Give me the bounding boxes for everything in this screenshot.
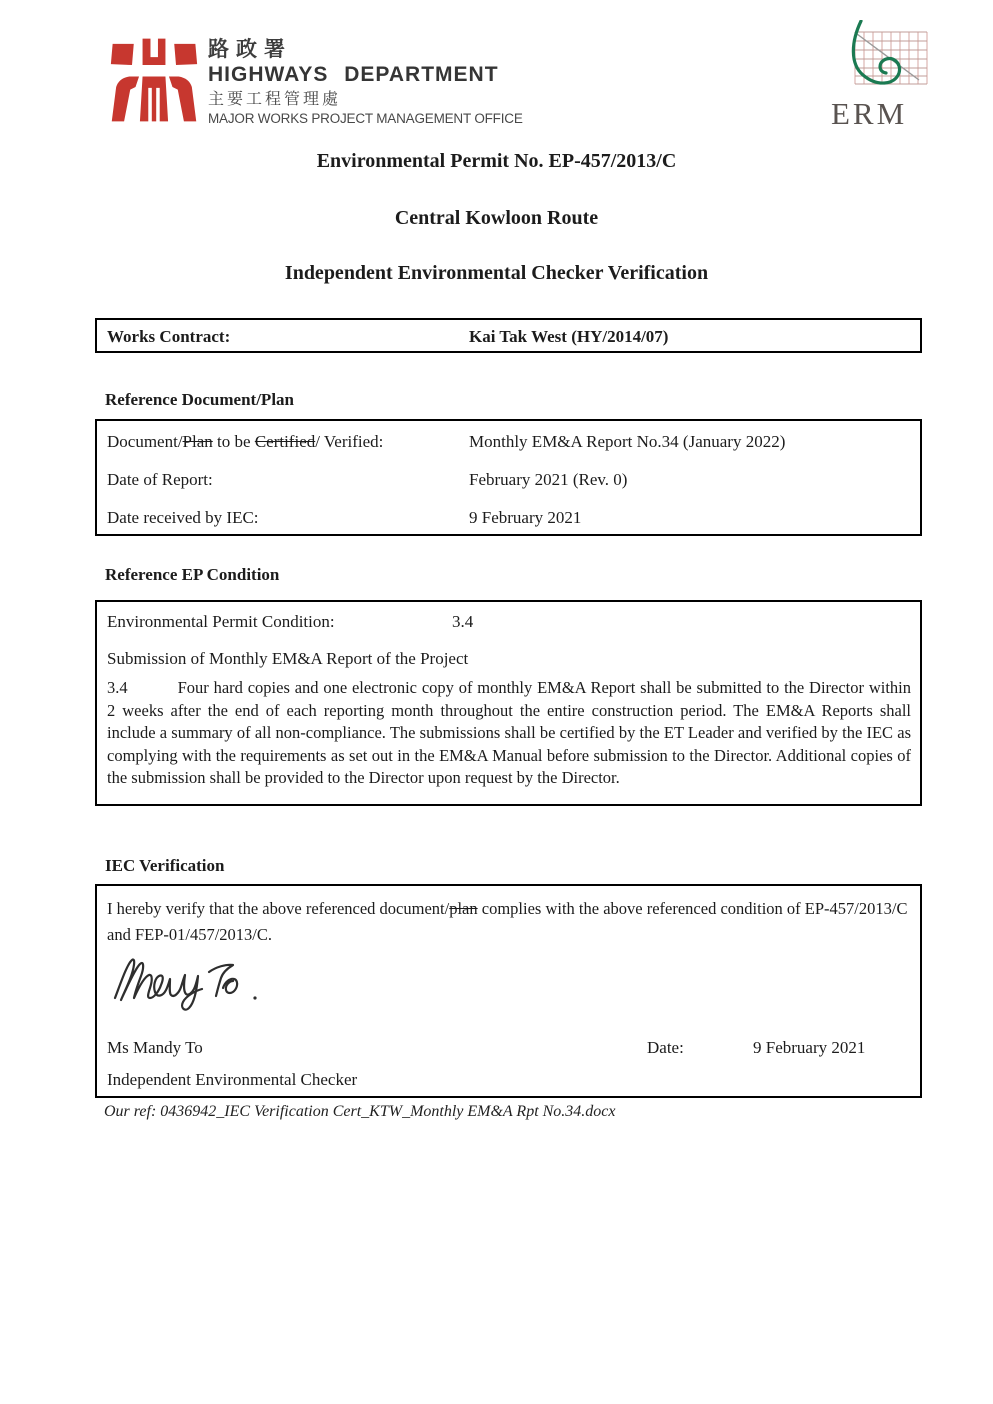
signatory-title: Independent Environmental Checker — [107, 1070, 358, 1089]
date-label: Date: — [647, 1038, 684, 1057]
highways-department-emblem-icon — [110, 36, 198, 124]
reference-ep-condition-heading: Reference EP Condition — [105, 565, 280, 584]
doc-label-mid: to be — [212, 432, 255, 451]
date-of-report-value: February 2021 (Rev. 0) — [469, 470, 628, 489]
highways-department-header — [110, 36, 523, 127]
doc-label-struck-plan: Plan — [182, 432, 213, 451]
hyd-office-chinese: 主要工程管理處 — [208, 91, 342, 109]
ep-condition-value: 3.4 — [452, 612, 474, 631]
permit-number-title: Environmental Permit No. EP-457/2013/C — [316, 150, 677, 172]
ep-condition-subject: Submission of Monthly EM&A Report of the Project — [107, 649, 469, 668]
works-contract-box — [95, 318, 922, 353]
works-contract-label: Works Contract: — [107, 327, 231, 346]
statement-struck-plan: plan — [449, 899, 478, 918]
works-contract-value: Kai Tak West (HY/2014/07) — [469, 327, 669, 346]
iec-verification-box — [95, 884, 922, 1098]
date-received-label: Date received by IEC: — [107, 508, 259, 527]
date-received-value: 9 February 2021 — [469, 508, 582, 527]
doc-label-struck-certified: Certified — [254, 432, 316, 451]
doc-label-prefix: Document/ — [107, 432, 183, 451]
date-value: 9 February 2021 — [753, 1038, 866, 1057]
clause-text: Four hard copies and one electronic copy of monthly EM&A Report shall be submitted to the Director within 2 weeks after the end of each reporting month throughout the entire construction period. The EM&A Reports shall include a summary of all non-compliance. The submissions shall be certified by the ET Leader and verified by the IEC as complying with the requirements as set out in the EM&A Manual before submission to the Director. Additional copies of the submission shall be provided to the Director upon request by the Director. — [107, 678, 911, 787]
hyd-name-chinese: 路政署 — [208, 38, 292, 61]
erm-logo — [831, 20, 951, 129]
hyd-office-english: MAJOR WORKS PROJECT MANAGEMENT OFFICE — [208, 110, 523, 126]
doc-label-suffix: / Verified: — [315, 432, 384, 451]
highways-department-text-block — [208, 36, 523, 127]
reference-document-heading: Reference Document/Plan — [105, 390, 294, 409]
ep-condition-clause — [107, 677, 911, 790]
iec-verification-heading: IEC Verification — [105, 856, 225, 875]
document-type-title: Independent Environmental Checker Verification — [284, 262, 709, 284]
reference-document-box — [95, 419, 922, 536]
document-verified-label — [107, 432, 383, 452]
signatory-name: Ms Mandy To — [107, 1038, 203, 1057]
statement-suffix: complies with the above referenced condition of EP-457/2013/C and FEP-01/457/2013/C. — [107, 899, 908, 944]
document-verified-value: Monthly EM&A Report No.34 (January 2022) — [469, 432, 786, 451]
iec-verification-statement — [107, 896, 910, 948]
our-ref-line: Our ref: 0436942_IEC Verification Cert_KTW_Monthly EM&A Rpt No.34.docx — [104, 1103, 616, 1120]
statement-prefix: I hereby verify that the above referenced document/ — [107, 899, 450, 918]
clause-number: 3.4 — [107, 678, 128, 697]
project-title: Central Kowloon Route — [394, 207, 599, 229]
erm-wordmark: ERM — [831, 96, 908, 131]
signature-mandy-to-icon — [109, 948, 309, 1016]
reference-ep-condition-box — [95, 600, 922, 806]
hyd-name-english: HIGHWAYS DEPARTMENT — [208, 63, 499, 87]
date-of-report-label: Date of Report: — [107, 470, 213, 489]
ep-condition-label: Environmental Permit Condition: — [107, 612, 335, 631]
erm-fern-grid-icon — [831, 20, 935, 98]
